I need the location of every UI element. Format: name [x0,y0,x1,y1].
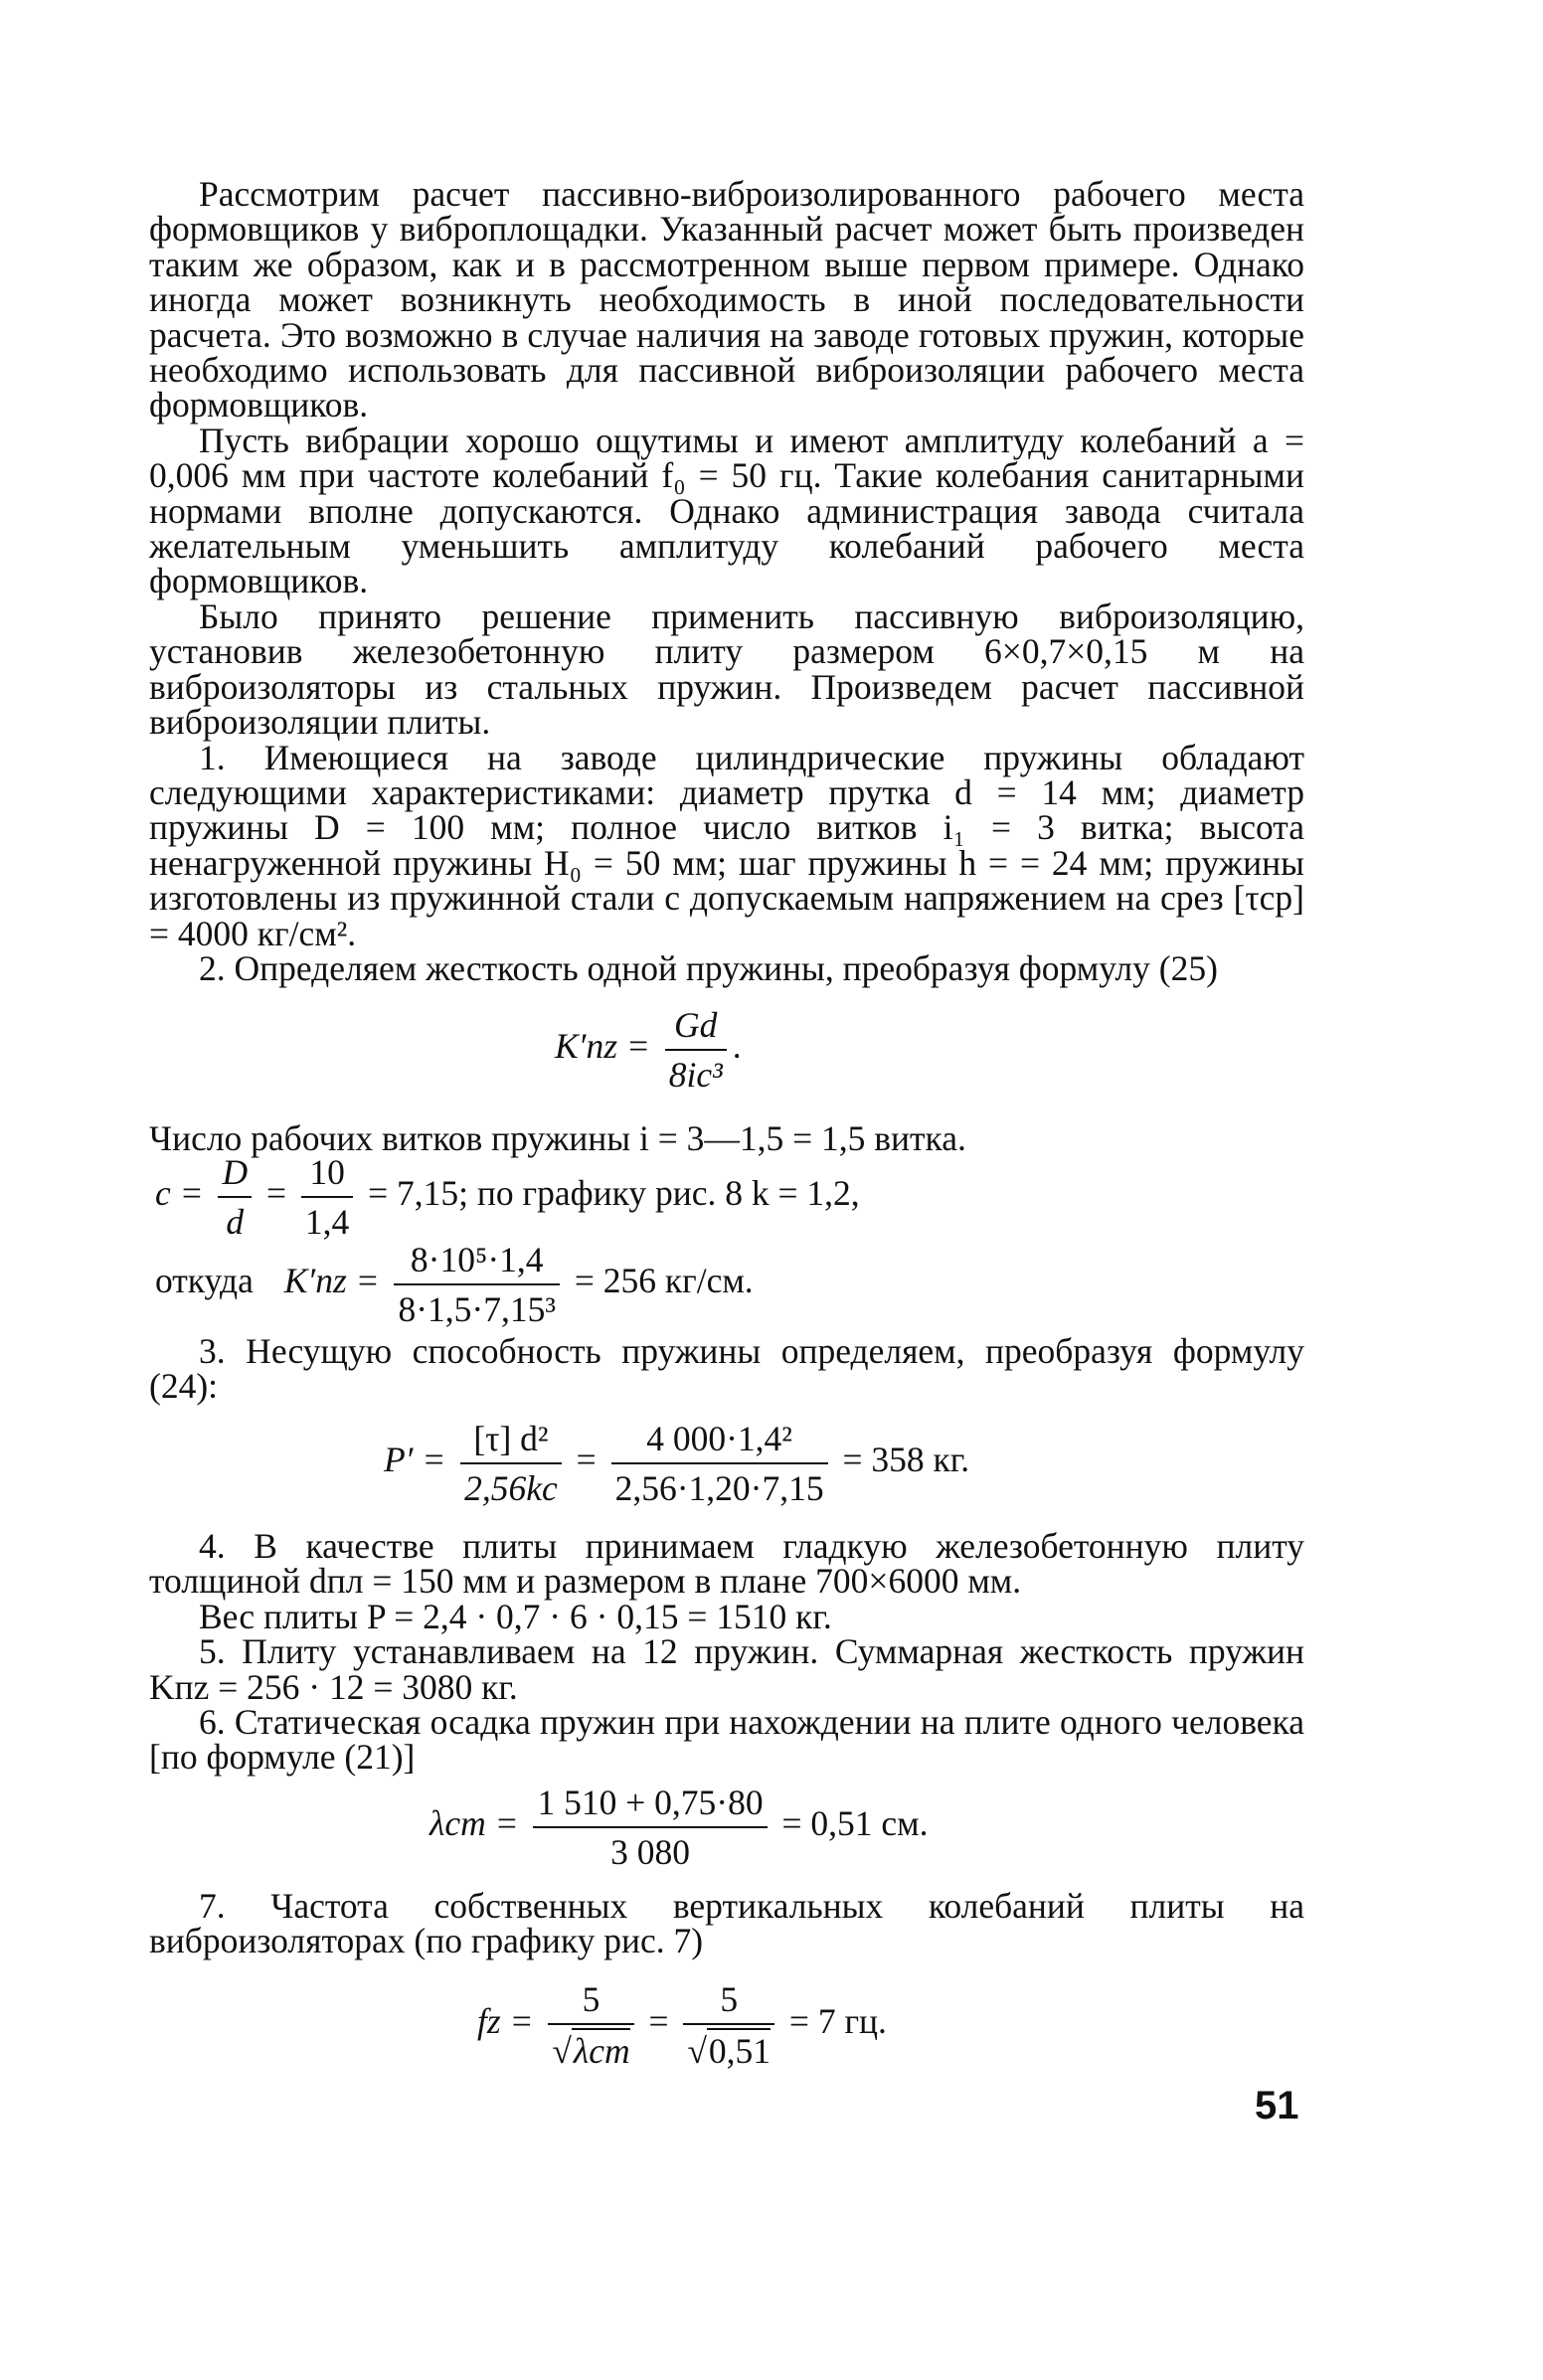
denominator: 8·1,5·7,15³ [398,1289,557,1329]
formula-lambda [429,1782,928,1873]
fraction [683,1978,774,2072]
formula-k [555,1004,742,1096]
fraction [548,1978,633,2072]
formula-p [384,1418,969,1509]
formula-lhs: K′пz = [283,1261,380,1301]
formula-k2 [155,1239,754,1330]
denominator: 2,56·1,20·7,15 [614,1468,824,1508]
numerator: 10 [301,1151,353,1198]
paragraph: 6. Статическая осадка пружин при нахождении на плите одного человека [по формуле (21)] [149,1702,1304,1778]
formula-tail: . [732,1026,742,1067]
formula-lhs: K′пz = [555,1026,650,1067]
paragraph: 2. Определяем жесткость одной пружины, преобразуя формулу (25) [199,947,1218,988]
denominator: 3 080 [610,1832,690,1872]
formula-lhs: λст = [429,1803,519,1844]
paragraph: 5. Плиту устанавливаем на 12 пружин. Суммарная жесткость пружин Kпz = 256 · 12 = 3080 кг. [149,1631,1304,1707]
paragraph: Вес плиты P = 2,4 · 0,7 · 6 · 0,15 = 1510 кг. [199,1596,832,1636]
text-block-7 [149,1886,1304,1961]
fraction [218,1151,252,1243]
paragraph: 7. Частота собственных вертикальных колебаний плиты на виброизоляторах (по графику рис. 7) [149,1886,1304,1961]
fraction [394,1239,560,1330]
paragraph: Было принято решение применить пассивную виброизоляцию, установив железобетонную плиту размером 6×0,7×0,15 м на виброизоляторы из стальных пружин. Произведем расчет пассивной виброизоляции плиты. [149,595,1304,743]
fraction [301,1151,353,1243]
fraction [665,1004,727,1096]
equals: = [648,2001,669,2042]
denominator: 2,56kc [464,1468,558,1508]
paragraph: Пусть вибрации хорошо ощутимы и имеют амплитуду колебаний a = 0,006 мм при частоте колебаний f₀ = 50 гц. Такие колебания санитарными нормами вполне допускаются. Однако администрация завода считала желательным уменьшить амплитуду колебаний рабочего места формовщиков. [149,420,1304,601]
equals: = [265,1173,287,1214]
numerator: D [218,1151,252,1198]
numerator: 1 510 + 0,75·80 [533,1782,767,1828]
formula-lhs: P′ = [384,1440,446,1480]
numerator: 4 000·1,4² [611,1418,828,1464]
formula-tail: = 358 кг. [842,1440,970,1480]
numerator: 8·10⁵·1,4 [394,1239,560,1285]
formula-lhs: fz = [477,2001,534,2042]
denominator: √λст [548,2025,633,2072]
equals: = [576,1440,597,1480]
text-block-3 [149,1331,1304,1407]
page-number: 51 [1255,2084,1299,2127]
numerator: 5 [548,1978,633,2025]
numerator: [τ] d² [460,1418,562,1464]
paragraph: 4. В качестве плиты принимаем гладкую железобетонную плиту толщиной dпл = 150 мм и размером в плане 700×6000 мм. [149,1526,1304,1602]
text-block-1 [149,174,1304,988]
paragraph: 1. Имеющиеся на заводе цилиндрические пружины обладают следующими характеристиками: диаметр прутка d = 14 мм; диаметр пружины D = 100 мм; полное число витков i₁ = 3 витка; высота ненагруженной пружины H₀ = 50 мм; шаг пружины h = = 24 мм; пружины изготовлены из пружинной стали с допускаемым напряжением на срез [τср] = 4000 кг/см². [149,737,1304,953]
turns-line: Число рабочих витков пружины i = 3—1,5 = 1,5 витка. [149,1118,966,1158]
numerator: Gd [665,1004,727,1051]
fraction [611,1418,828,1509]
text-block-4 [149,1526,1304,1778]
formula-tail: = 7 гц. [788,2001,887,2042]
formula-tail: = 256 кг/см. [574,1261,754,1301]
denominator: √0,51 [683,2025,774,2072]
formula-c [155,1151,860,1243]
paragraph: 3. Несущую способность пружины определяем, преобразуя формулу (24): [149,1331,1304,1407]
fraction [460,1418,562,1509]
formula-prefix: откуда [155,1261,254,1301]
paragraph: Рассмотрим расчет пассивно-виброизолированного рабочего места формовщиков у виброплощадки. Указанный расчет может быть произведен таким же образом, как и в рассмотренном выше первом примере. Однако иногда может возникнуть необходимость в иной последовательности расчета. Это возможно в случае наличия на заводе готовых пружин, которые необходимо использовать для пассивной виброизоляции рабочего места формовщиков. [149,174,1304,425]
numerator: 5 [683,1978,774,2025]
denominator: 1,4 [304,1202,350,1242]
formula-tail: = 7,15; по графику рис. 8 k = 1,2, [368,1173,860,1214]
formula-f [477,1978,887,2072]
denominator: 8ic³ [668,1055,723,1095]
formula-tail: = 0,51 см. [781,1803,929,1844]
denominator: d [226,1202,245,1242]
radicand: λст [572,2028,630,2072]
radicand: 0,51 [707,2028,771,2072]
formula-lhs: c = [155,1173,204,1214]
fraction [533,1782,767,1873]
